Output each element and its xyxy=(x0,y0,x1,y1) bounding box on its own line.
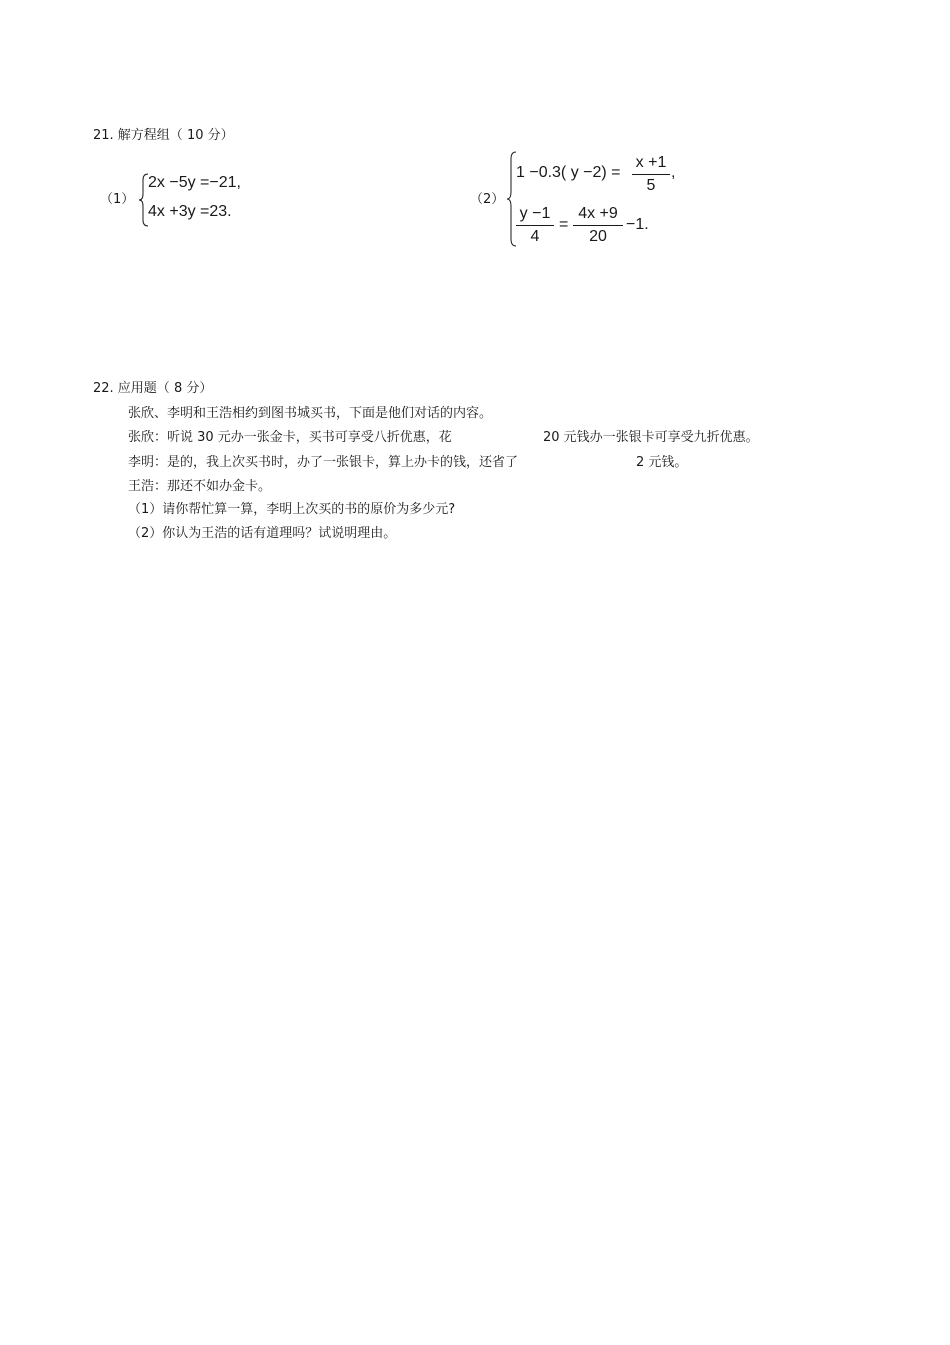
fraction-numerator: y −1 xyxy=(519,205,551,222)
q21-part2-eq2-equals: = xyxy=(559,216,569,233)
fraction-bar xyxy=(573,225,623,226)
q21-part1-eq2: 4x +3y =23. xyxy=(148,203,232,220)
fraction-numerator: x +1 xyxy=(635,154,667,171)
q22-subquestion-1: （1）请你帮忙算一算，李明上次买的书的原价为多少元? xyxy=(128,502,456,517)
fraction-denominator: 5 xyxy=(646,177,656,194)
fraction-denominator: 20 xyxy=(589,228,607,245)
fraction-4x-plus-9-over-20 xyxy=(573,204,623,247)
q21-part2-eq1-left: 1 −0.3( y −2) = xyxy=(516,164,621,181)
fraction-bar xyxy=(516,225,554,226)
q21-part2-eq2-tail: −1. xyxy=(626,216,649,233)
q22-zhang-line-part2: 20 元钱办一张银卡可享受九折优惠。 xyxy=(543,430,759,445)
fraction-x-plus-1-over-5 xyxy=(632,153,670,196)
q22-subquestion-2: （2）你认为王浩的话有道理吗？试说明理由。 xyxy=(128,526,397,541)
fraction-denominator: 4 xyxy=(530,228,540,245)
q22-li-line-part1: 李明：是的，我上次买书时，办了一张银卡，算上办卡的钱，还省了 xyxy=(128,455,519,470)
q22-li-line-part2: 2 元钱。 xyxy=(636,455,688,470)
fraction-y-minus-1-over-4 xyxy=(516,204,554,247)
q22-wang-line: 王浩：那还不如办金卡。 xyxy=(128,479,272,494)
fraction-bar xyxy=(632,174,670,175)
q22-zhang-line-part1: 张欣：听说 30 元办一张金卡，买书可享受八折优惠，花 xyxy=(128,430,452,445)
q21-part1-eq1: 2x −5y =−21, xyxy=(148,174,241,191)
q21-part1-label: （1） xyxy=(100,192,135,207)
q22-heading: 22. 应用题（ 8 分） xyxy=(93,381,213,396)
fraction-numerator: 4x +9 xyxy=(578,205,618,222)
q21-heading: 21. 解方程组（ 10 分） xyxy=(93,128,234,143)
q21-part2-eq1-tail: , xyxy=(671,164,676,181)
q21-part2-label: （2） xyxy=(470,192,505,207)
q22-intro: 张欣、李明和王浩相约到图书城买书，下面是他们对话的内容。 xyxy=(128,406,493,421)
